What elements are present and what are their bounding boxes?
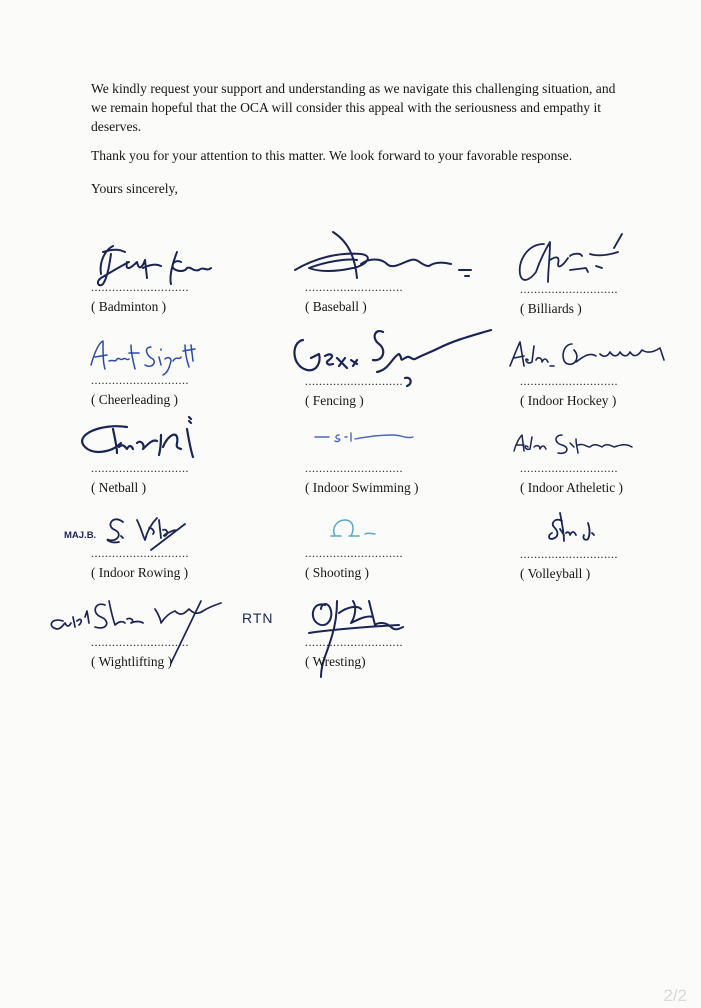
signature-block-shooting	[305, 508, 505, 598]
signature-block-badminton	[91, 242, 291, 332]
sport-label: ( Badminton )	[91, 299, 167, 314]
sport-label: ( Netball )	[91, 480, 147, 495]
signature-line: ............................	[520, 282, 618, 296]
signature-line: ............................	[520, 461, 618, 475]
signature-line: ............................	[91, 635, 189, 649]
signature-line: ............................	[91, 280, 189, 294]
signature-line: ............................	[305, 635, 403, 649]
sport-label: ( Shooting )	[305, 565, 369, 580]
signature-line: ............................	[91, 461, 189, 475]
sport-label: ( Indoor Swimming )	[305, 480, 419, 495]
signature-line: ............................	[91, 373, 189, 387]
signature-block-indoor-rowing	[64, 508, 291, 598]
sport-label: ( Indoor Hockey )	[520, 393, 617, 408]
sport-label: ( Volleyball )	[520, 566, 591, 581]
sport-label: ( Indoor Atheletic )	[520, 480, 623, 495]
sport-label: ( Fencing )	[305, 393, 364, 408]
sport-label: ( Wresting)	[305, 654, 366, 669]
signature-line: ............................	[305, 546, 403, 560]
rank-suffix: RTN	[242, 610, 274, 626]
signature-line: ............................	[91, 546, 189, 560]
letter-paragraph-1: We kindly request your support and understanding as we navigate this challenging situation, and we remain hopeful that the OCA will consider this appeal with the seriousness and empathy it deserves.	[91, 81, 616, 134]
signature-block-baseball	[305, 242, 505, 332]
signature-block-volleyball	[520, 509, 701, 599]
sport-label: ( Wightlifting )	[91, 654, 173, 669]
page-number: 2/2	[663, 986, 687, 1005]
signature-block-billiards	[520, 244, 701, 334]
sport-label: ( Cheerleading )	[91, 392, 178, 407]
letter-paragraph-2: Thank you for your attention to this matter. We look forward to your favorable response.	[91, 148, 573, 163]
signature-line: ............................	[520, 547, 618, 561]
signature-line: ............................	[305, 461, 403, 475]
signature-block-wightlifting	[91, 597, 291, 687]
letter-closing: Yours sincerely,	[91, 181, 178, 196]
sport-label: ( Billiards )	[520, 301, 582, 316]
signature-line: ............................	[305, 374, 403, 388]
signature-line: ............................	[305, 280, 403, 294]
sport-label: ( Baseball )	[305, 299, 367, 314]
signature-block-wresting	[305, 597, 505, 687]
sport-label: ( Indoor Rowing )	[91, 565, 189, 580]
signature-line: ............................	[520, 374, 618, 388]
signature-block-cheerleading	[91, 335, 291, 425]
rank-prefix: MAJ.B.	[64, 530, 97, 541]
